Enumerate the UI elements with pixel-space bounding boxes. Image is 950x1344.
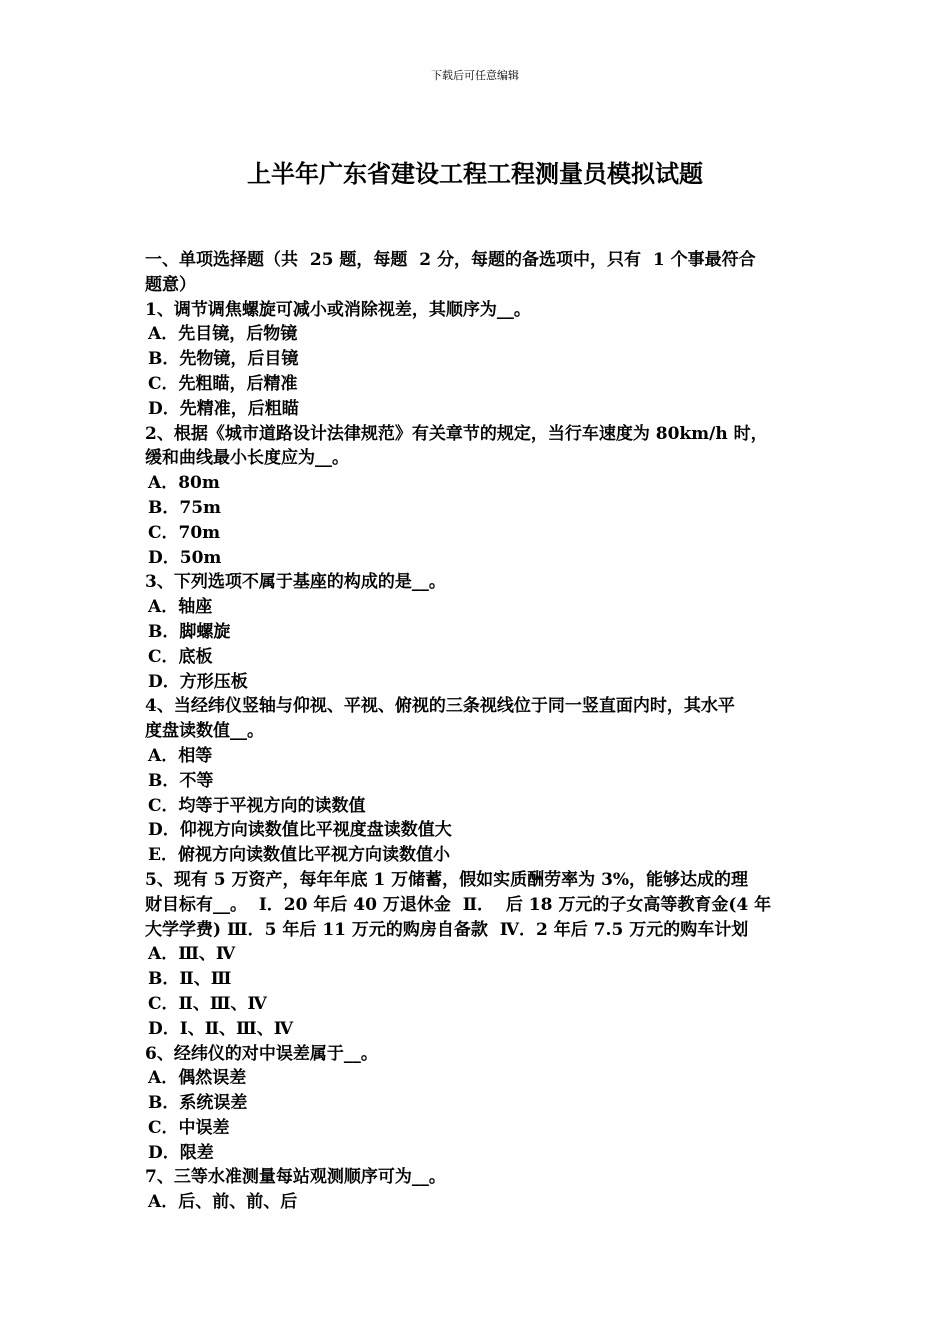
question-stem: 6、经纬仪的对中误差属于__。 bbox=[145, 1043, 378, 1064]
option-a: A．轴座 bbox=[148, 597, 213, 618]
option-b: B．先物镜，后目镜 bbox=[148, 349, 299, 370]
question-stem: 4、当经纬仪竖轴与仰视、平视、俯视的三条视线位于同一竖直面内时，其水平 bbox=[145, 696, 735, 717]
question-6 bbox=[145, 1042, 825, 1166]
option-c: C．先粗瞄，后精准 bbox=[148, 373, 298, 394]
option-a: A．后、前、前、后 bbox=[148, 1192, 298, 1213]
section-heading bbox=[145, 248, 825, 298]
question-stem: 5、现有 5 万资产，每年年底 1 万储蓄，假如实质酬劳率为 3%，能够达成的理 bbox=[145, 869, 749, 890]
question-1 bbox=[145, 298, 825, 422]
option-c: C．中误差 bbox=[148, 1117, 230, 1138]
option-a: A．Ⅲ、Ⅳ bbox=[148, 944, 236, 965]
question-stem: 7、三等水准测量每站观测顺序可为__。 bbox=[145, 1167, 446, 1188]
option-d: D．限差 bbox=[148, 1142, 214, 1163]
option-e: E．俯视方向读数值比平视方向读数值小 bbox=[148, 845, 450, 866]
document-title: 上半年广东省建设工程工程测量员模拟试题 bbox=[247, 159, 703, 188]
question-stem: 大学学费) Ⅲ．5 年后 11 万元的购房自备款 Ⅳ．2 年后 7.5 万元的购车计划 bbox=[145, 919, 749, 940]
question-7 bbox=[145, 1165, 825, 1215]
section-heading-line: 题意） bbox=[145, 274, 196, 295]
option-a: A．偶然误差 bbox=[148, 1068, 247, 1089]
option-b: B．75m bbox=[148, 497, 222, 518]
option-a: A．先目镜，后物镜 bbox=[148, 324, 298, 345]
question-3 bbox=[145, 570, 825, 694]
option-d: D．50m bbox=[148, 547, 222, 568]
option-a: A．相等 bbox=[148, 745, 213, 766]
question-stem: 2、根据《城市道路设计法律规范》有关章节的规定，当行车速度为 80km/h 时， bbox=[145, 423, 768, 444]
page-header: 下载后可任意编辑 bbox=[431, 69, 519, 82]
question-stem: 缓和曲线最小长度应为__。 bbox=[145, 448, 349, 469]
question-4 bbox=[145, 694, 825, 868]
option-d: D．仰视方向读数值比平视度盘读数值大 bbox=[148, 820, 452, 841]
option-d: D．Ⅰ、Ⅱ、Ⅲ、Ⅳ bbox=[148, 1018, 294, 1039]
section-heading-line: 一、单项选择题（共 25 题，每题 2 分，每题的备选项中，只有 1 个事最符合 bbox=[145, 250, 756, 270]
option-d: D．方形压板 bbox=[148, 671, 248, 692]
option-d: D．先精准，后粗瞄 bbox=[148, 398, 299, 419]
question-stem: 财目标有__。 Ⅰ．20 年后 40 万退休金 Ⅱ． 后 18 万元的子女高等教育金(4 年 bbox=[145, 894, 772, 915]
question-stem: 度盘读数值__。 bbox=[145, 721, 264, 742]
option-b: B．系统误差 bbox=[148, 1093, 248, 1114]
option-b: B．Ⅱ、Ⅲ bbox=[148, 969, 232, 990]
question-5 bbox=[145, 868, 825, 1042]
question-stem: 1、调节调焦螺旋可减小或消除视差，其顺序为__。 bbox=[145, 299, 531, 320]
option-b: B．不等 bbox=[148, 770, 214, 791]
question-2 bbox=[145, 422, 825, 571]
option-c: C．均等于平视方向的读数值 bbox=[148, 795, 366, 816]
question-stem: 3、下列选项不属于基座的构成的是__。 bbox=[145, 572, 446, 593]
option-c: C．70m bbox=[148, 522, 221, 543]
option-c: C．底板 bbox=[148, 646, 213, 667]
option-b: B．脚螺旋 bbox=[148, 621, 231, 642]
option-c: C．Ⅱ、Ⅲ、Ⅳ bbox=[148, 993, 267, 1014]
option-a: A．80m bbox=[148, 473, 220, 494]
document-body bbox=[145, 248, 825, 1215]
